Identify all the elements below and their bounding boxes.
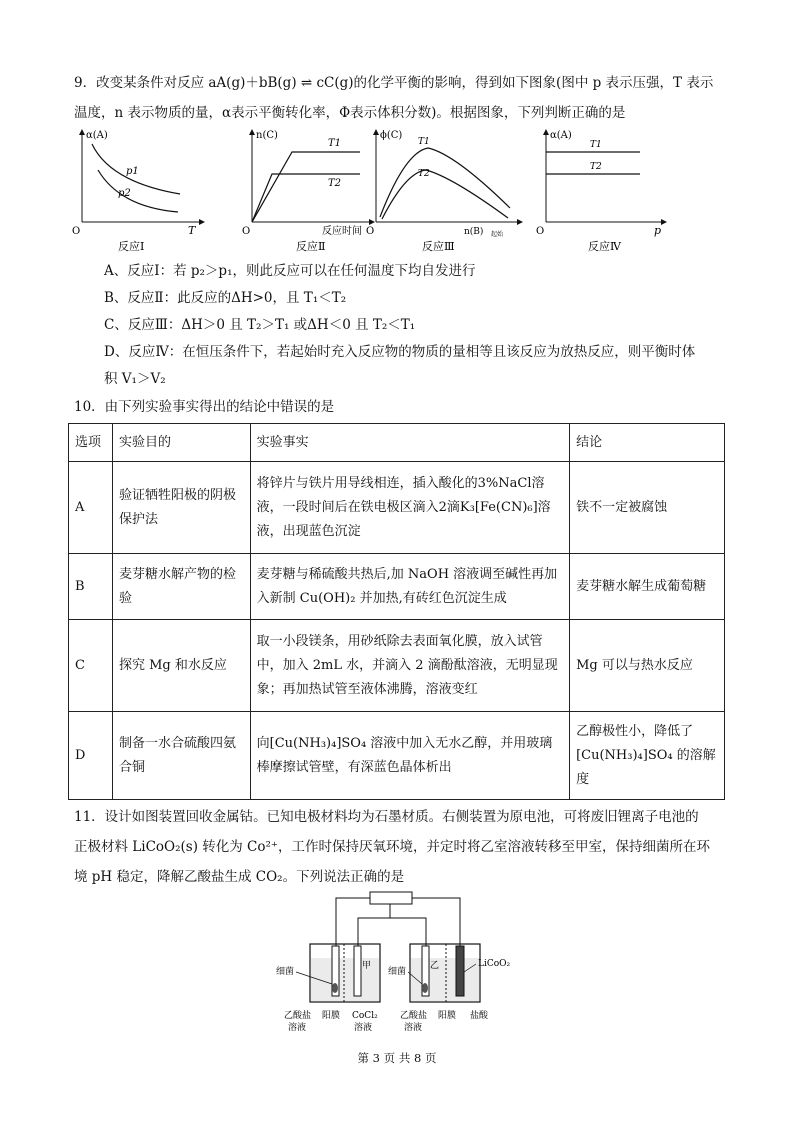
graph-reaction-2: [242, 130, 375, 253]
graph2-origin: O: [242, 226, 251, 237]
graph3-origin: O: [366, 226, 375, 237]
table-header-row: [69, 424, 725, 462]
q9-option-d-line2: 积 V₁＞V₂: [104, 371, 166, 387]
graph4-caption: 反应Ⅳ: [588, 240, 621, 253]
graph2-xlabel: 反应时间: [322, 226, 362, 237]
table-row: [69, 620, 725, 712]
label-membrane-right: 阳膜: [438, 1011, 457, 1021]
graph4-origin: O: [536, 226, 545, 237]
table-row: [69, 554, 725, 620]
graph2-caption: 反应Ⅱ: [296, 240, 326, 253]
q11-stem-line2: 正极材料 LiCoO₂(s) 转化为 Co²⁺，工作时保持厌氧环境，并定时将乙室溶液转移至甲室，保持细菌所在环: [74, 839, 711, 855]
graph2-ylabel: n(C): [256, 130, 278, 141]
page-footer: 第 3 页 共 8 页: [357, 1051, 437, 1065]
q9-stem-line2: 温度，n 表示物质的量，α表示平衡转化率，Φ表示体积分数)。根据图象，下列判断正确的是: [74, 105, 626, 121]
graph3-caption: 反应Ⅲ: [422, 240, 455, 253]
q10-stem: 10．由下列实验事实得出的结论中错误的是: [74, 399, 335, 415]
curve-T2: [252, 174, 360, 222]
graph-reaction-1: [72, 130, 202, 253]
q9-graphs: [60, 122, 700, 254]
graph2-label-T2: T2: [328, 178, 342, 189]
graph3-label-T1: T1: [418, 137, 430, 147]
graph-reaction-3: [366, 130, 520, 253]
label-membrane-left: 阳膜: [322, 1011, 341, 1021]
row-a-fact: 将锌片与铁片用导线相连，插入酸化的3%NaCl溶液，一段时间后在铁电极区滴入2滴K₃[Fe(CN)₆]溶液，出现蓝色沉淀: [250, 462, 569, 554]
curve-T2: [382, 170, 508, 219]
row-a-purpose: 验证牺牲阳极的阴极保护法: [112, 462, 250, 554]
row-a-conclusion: 铁不一定被腐蚀: [570, 462, 725, 554]
row-c-option: C: [69, 620, 113, 712]
header-option: 选项: [69, 424, 113, 462]
q9-option-c: C、反应Ⅲ：ΔH＞0 且 T₂＞T₁ 或ΔH＜0 且 T₂＜T₁: [104, 317, 416, 333]
electrode-licoo2: [456, 946, 464, 996]
label-cocl2: CoCl₂: [352, 1011, 378, 1021]
header-purpose: 实验目的: [112, 424, 250, 462]
graph1-origin: O: [72, 226, 81, 237]
graph1-ylabel: α(A): [86, 130, 108, 141]
graph1-xlabel: T: [188, 224, 196, 237]
bacteria-right-dot: [422, 983, 428, 993]
graph1-label-p2: p2: [118, 188, 131, 199]
resistor: [370, 892, 412, 904]
curve-T1: [380, 148, 510, 217]
row-d-fact: 向[Cu(NH₃)₄]SO₄ 溶液中加入无水乙醇，并用玻璃棒摩擦试管壁，有深蓝色晶体析出: [250, 712, 569, 800]
label-licoo2: LiCoO₂: [478, 959, 511, 969]
row-b-fact: 麦芽糖与稀硫酸共热后,加 NaOH 溶液调至碱性再加入新制 Cu(OH)₂ 并加热,有砖红色沉淀生成: [250, 554, 569, 620]
q9-option-d-line1: D、反应Ⅳ：在恒压条件下，若起始时充入反应物的物质的量相等且该反应为放热反应，则平衡时体: [104, 344, 696, 360]
label-hcl: 盐酸: [470, 1011, 489, 1021]
graph2-label-T1: T1: [328, 138, 342, 149]
row-c-fact: 取一小段镁条，用砂纸除去表面氧化膜，放入试管中，加入 2mL 水，并滴入 2 滴酚酞溶液，无明显现象；再加热试管至液体沸腾，溶液变红: [250, 620, 569, 712]
row-b-option: B: [69, 554, 113, 620]
label-bacteria-right: 细菌: [388, 967, 407, 977]
label-bacteria-left: 细菌: [276, 967, 295, 977]
label-cocl2-solution: 溶液: [354, 1023, 373, 1033]
row-c-purpose: 探究 Mg 和水反应: [112, 620, 250, 712]
row-d-purpose: 制备一水合硫酸四氨合铜: [112, 712, 250, 800]
label-acetate-right-solution: 溶液: [404, 1023, 423, 1033]
label-yi: 乙: [430, 961, 440, 971]
graph-reaction-4: [536, 130, 664, 253]
row-d-conclusion: 乙醇极性小，降低了[Cu(NH₃)₄]SO₄ 的溶解度: [570, 712, 725, 800]
graph3-xlabel-sub: 起始: [491, 231, 504, 238]
q9-option-b: B、反应Ⅱ：此反应的ΔH>0，且 T₁＜T₂: [104, 290, 347, 306]
graph4-label-T2: T2: [590, 162, 602, 172]
q10-table: [68, 423, 725, 800]
row-d-option: D: [69, 712, 113, 800]
table-row: [69, 462, 725, 554]
q11-stem-line1: 11．设计如图装置回收金属钴。已知电极材料均为石墨材质。右侧装置为原电池，可将废旧锂离子电池的: [74, 809, 699, 825]
graph4-ylabel: α(A): [550, 130, 572, 141]
graph3-xlabel: n(B): [464, 227, 484, 237]
q11-stem-line3: 境 pH 稳定，降解乙酸盐生成 CO₂。下列说法正确的是: [74, 869, 405, 885]
graph4-label-T1: T1: [590, 140, 602, 150]
graph3-label-T2: T2: [418, 169, 430, 179]
row-a-option: A: [69, 462, 113, 554]
table-row: [69, 712, 725, 800]
label-acetate-left: 乙酸盐: [284, 1011, 312, 1021]
label-jia: 甲: [362, 961, 372, 971]
curve-T1: [252, 152, 360, 222]
row-b-conclusion: 麦芽糖水解生成葡萄糖: [570, 554, 725, 620]
row-c-conclusion: Mg 可以与热水反应: [570, 620, 725, 712]
header-fact: 实验事实: [250, 424, 569, 462]
label-acetate-left-solution: 溶液: [288, 1023, 307, 1033]
bacteria-left-dot: [332, 983, 338, 993]
q9-option-a: A、反应Ⅰ：若 p₂＞p₁，则此反应可以在任何温度下均自发进行: [104, 263, 476, 279]
graph1-caption: 反应Ⅰ: [118, 240, 145, 253]
electrode-left-2: [354, 946, 361, 996]
graph3-ylabel: ϕ(C): [380, 130, 403, 141]
graph1-label-p1: p1: [126, 166, 139, 177]
graph4-xlabel: p: [654, 224, 662, 237]
q9-stem-line1: 9．改变某条件对反应 aA(g)＋bB(g) ⇌ cC(g)的化学平衡的影响，得到如下图象(图中 p 表示压强，T 表示: [74, 75, 714, 91]
row-b-purpose: 麦芽糖水解产物的检验: [112, 554, 250, 620]
q11-apparatus: [270, 888, 530, 1038]
label-acetate-right: 乙酸盐: [400, 1011, 428, 1021]
header-conclusion: 结论: [570, 424, 725, 462]
